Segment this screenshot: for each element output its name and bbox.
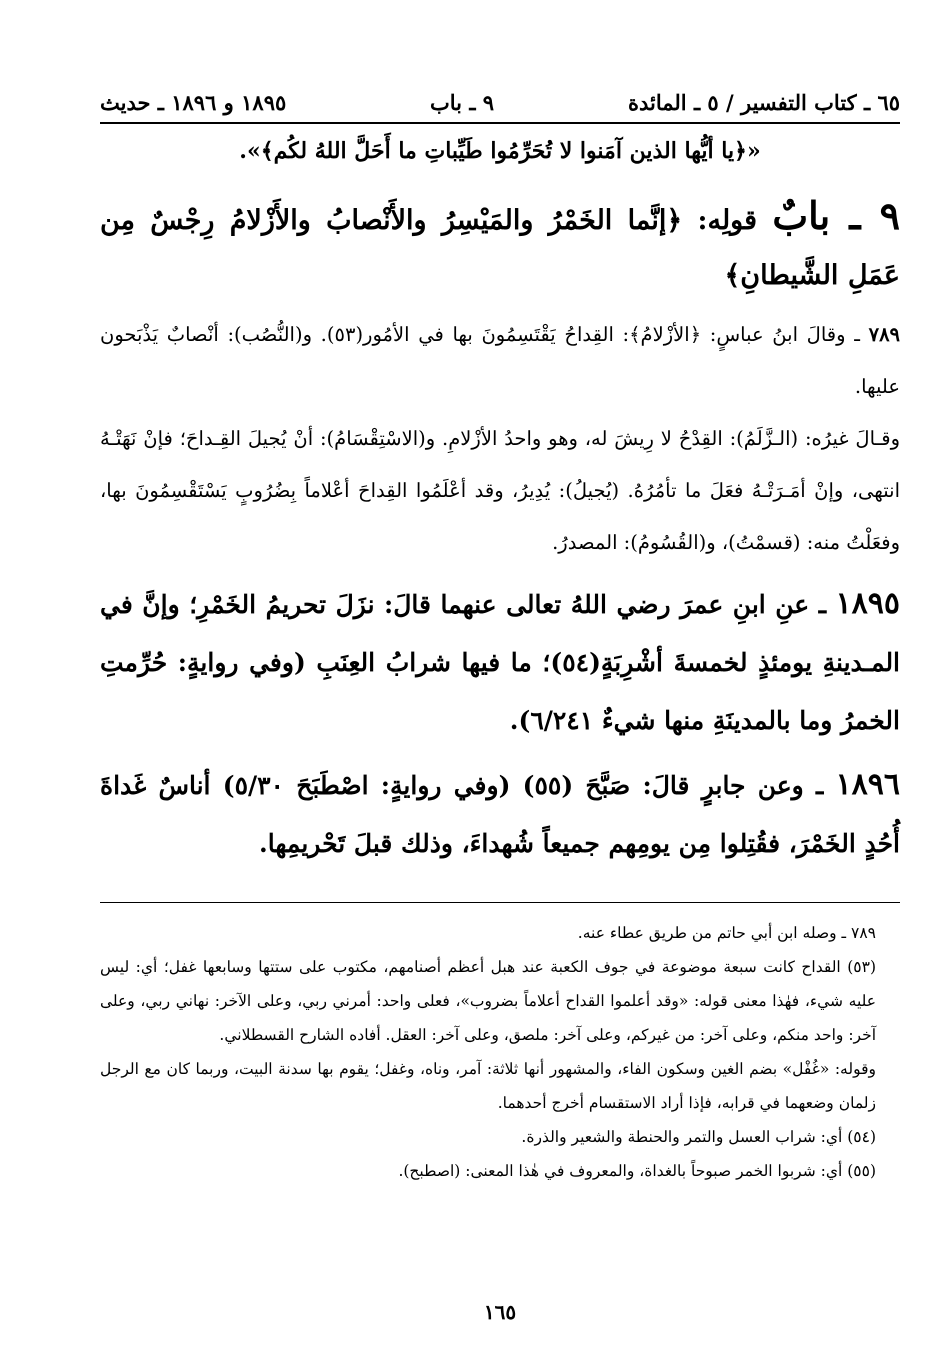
running-header [100,80,900,124]
paragraph-commentary: وقـالَ غيرُه: (الـزَّلَمُ): القِدْحُ لا رِيشَ له، وهو واحدُ الأزْلامِ. و(الاسْتِقْسَامُ): أنْ يُجيلَ القِـداحَ؛ فإنْ نَهَتْـهُ انتهى، وإنْ أمَـرَتْـهُ فعَلَ ما تأمُرُهُ. (يُجيلُ): يُدِيرُ، وقد أعْلَمُوا القِداحَ أعْلاماً بِضُرُوبٍ يَسْتَقْسِمُونَ بها، وفعَلْتُ منه: (قسمْتُ)، و(القُسُومُ): المصدرُ. [100,427,900,554]
paragraph-789 [100,309,900,413]
header-book-chapter: ٦٥ ـ كتاب التفسير / ٥ ـ المائدة [628,90,900,115]
paragraph-text: ـ وقالَ ابنُ عباسٍ: ﴿الأزْلامُ﴾: القِداحُ يَقْتَسِمُونَ بها في الأمُور(٥٣). و(النُّصُب): أنْصابٌ يَذْبَحون عليها. [100,323,900,398]
footnote-54: (٥٤) أي: شراب العسل والتمر والحنطة والشعير والذرة. [521,1128,876,1146]
footnote-53: (٥٣) القداح كانت سبعة موضوعة في جوف الكعبة عند هبل أعظم أصنامهم، مكتوب على ستتها وسابعها غفل؛ أي: ليس عليه شيء، فهٰذا معنى قوله: «وقد أعلموا القداح أعلاماً بضروب»، فعلى واحد: أمرني ربي، وعلى الآخر: نهاني ربي، وعلى آخر: واحد منكم، وعلى آخر: من غيركم، وعلى آخر: ملصق، وعلى آخر: العقل. أفاده الشارح القسطلاني. [100,958,876,1044]
hadith-1895 [100,575,900,750]
footnote-divider [100,902,900,903]
header-bab: ٩ ـ باب [430,90,495,115]
hadith-number: ١٨٩٦ [835,767,900,802]
page [100,80,900,1330]
hadith-text: ـ عنِ ابنِ عمرَ رضي اللهُ تعالى عنهما قالَ: نزَلَ تحريمُ الخَمْرِ؛ وإنَّ في المـدينةِ يومئذٍ لخمسةَ أشْرِبَةٍ(٥٤)؛ ما فيها شرابُ العِنَبِ (وفي روايةٍ: حُرِّمتِ الخمرُ وما بالمدينَةِ منها شيءٌ ٦/٢٤١). [100,590,901,735]
hadith-text: ـ وعن جابرٍ قالَ: صَبَّحَ (٥٥) (وفي روايةٍ: اصْطَبَحَ ٥/٣٠) أناسٌ غَداةَ أُحُدٍ الخَمْرَ، فقُتِلوا مِن يومِهم جميعاً شُهداءَ، وذلك قبلَ تَحْريمِها. [100,771,900,858]
bab-title: ٩ ـ بابٌ [772,193,900,238]
bab-heading [100,188,900,303]
quran-verse-line: «﴿يا أيُّها الذين آمَنوا لا تُحَرِّمُوا طَيِّباتِ ما أَحَلَّ اللهُ لكُم﴾». [239,138,761,164]
page-number: ١٦٥ [483,1300,517,1324]
footnote-53-continued: وقوله: «غُفْل» بضم الغين وسكون الفاء، والمشهور أنها ثلاثة: آمر، وناه، وغفل؛ يقوم بها سدنة البيت، وربما كان مع الرجل زلمان وضعهما في قرابه، فإذا أراد الاستقسام أخرج أحدهما. [100,1060,876,1112]
paragraph-number: ٧٨٩ [868,323,901,346]
footnote-55: (٥٥) أي: شربوا الخمر صبوحاً بالغداة، والمعروف في هٰذا المعنى: (اصطبح). [398,1162,876,1180]
header-hadith-range: ١٨٩٥ و ١٨٩٦ ـ حديث [100,90,287,115]
footnote-789: ٧٨٩ ـ وصله ابن أبي حاتم من طريق عطاء عنه. [577,924,876,942]
hadith-number: ١٨٩٥ [835,586,900,621]
footnotes [100,916,900,1188]
bab-verse: قولِه: ﴿إنَّما الخَمْرُ والمَيْسِرُ والأَنْصابُ والأَزْلامُ رِجْسٌ مِن عَمَلِ الشَّيطانِ﴾ [100,205,900,291]
hadith-1896 [100,756,900,873]
